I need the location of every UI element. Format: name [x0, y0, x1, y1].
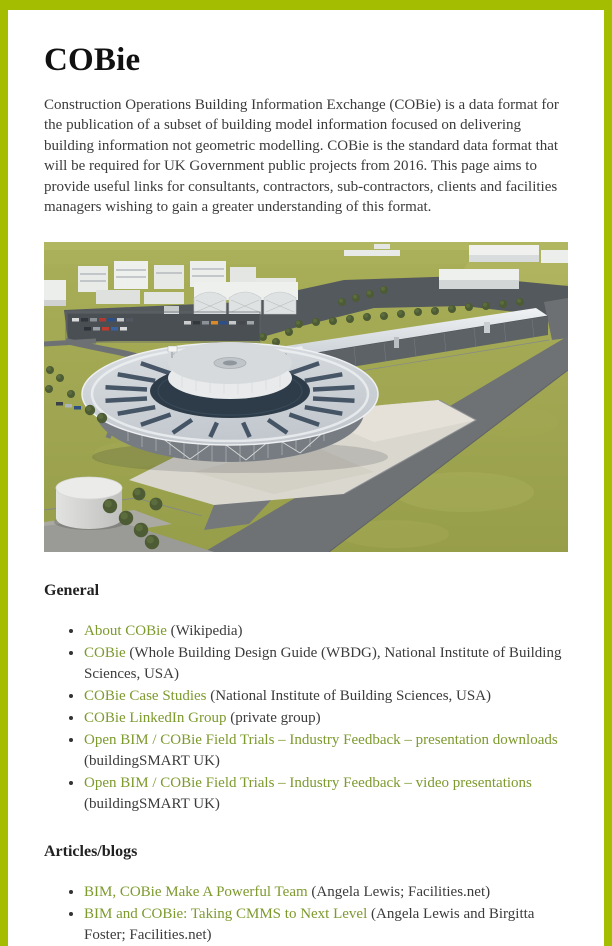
intro-paragraph: Construction Operations Building Information Exchange (COBie) is a data format for the publication of a subset of building model information focused on delivering building information not geometric modelling. COBie is the standard data format that will be required for UK Government public projects from 2016. This page aims to provide useful links for consultants, contractors, sub-contractors, clients and facilities managers wishing to gain a greater understanding of this format.: [44, 96, 559, 216]
list-item: [84, 642, 568, 685]
link-field-trials-presentations[interactable]: Open BIM / COBie Field Trials – Industry Feedback – presentation downloads: [84, 731, 558, 748]
link-bim-cobie-powerful-team[interactable]: BIM, COBie Make A Powerful Team: [84, 883, 308, 900]
link-suffix: (National Institute of Building Sciences, USA): [206, 687, 492, 704]
link-cobie-case-studies[interactable]: COBie Case Studies: [84, 687, 207, 704]
link-about-cobie[interactable]: About COBie: [84, 622, 167, 639]
link-suffix: (buildingSMART UK): [84, 795, 220, 812]
link-bim-cobie-cmms[interactable]: BIM and COBie: Taking CMMS to Next Level: [84, 905, 368, 922]
link-field-trials-videos[interactable]: Open BIM / COBie Field Trials – Industry Feedback – video presentations: [84, 774, 532, 791]
general-link-list: [44, 620, 568, 815]
link-cobie-linkedin-group[interactable]: COBie LinkedIn Group: [84, 709, 227, 726]
section-heading-articles-blogs: Articles/blogs: [44, 842, 138, 860]
link-cobie-wbdg[interactable]: COBie: [84, 644, 126, 661]
section-heading-general: General: [44, 581, 100, 599]
list-item: [84, 685, 568, 707]
list-item: [84, 620, 568, 642]
list-item: [84, 881, 568, 903]
aerial-render-graphic: [44, 242, 568, 552]
facility-aerial-render-image: [44, 242, 568, 552]
section-general: [44, 582, 568, 815]
link-suffix: (Angela Lewis; Facilities.net): [307, 883, 491, 900]
list-item: [84, 772, 568, 815]
link-suffix: (private group): [226, 709, 321, 726]
section-articles-blogs: [44, 843, 568, 946]
list-item: [84, 707, 568, 729]
link-suffix: (Angela Lewis and Birgitta Foster; Facilities.net): [84, 905, 535, 943]
articles-link-list: [44, 881, 568, 946]
list-item: [84, 729, 568, 772]
page-title: COBie: [44, 42, 141, 78]
link-suffix: (Whole Building Design Guide (WBDG), National Institute of Building Sciences, USA): [84, 644, 562, 682]
link-suffix: (Wikipedia): [166, 622, 243, 639]
list-item: [84, 903, 568, 946]
link-suffix: (buildingSMART UK): [84, 752, 220, 769]
